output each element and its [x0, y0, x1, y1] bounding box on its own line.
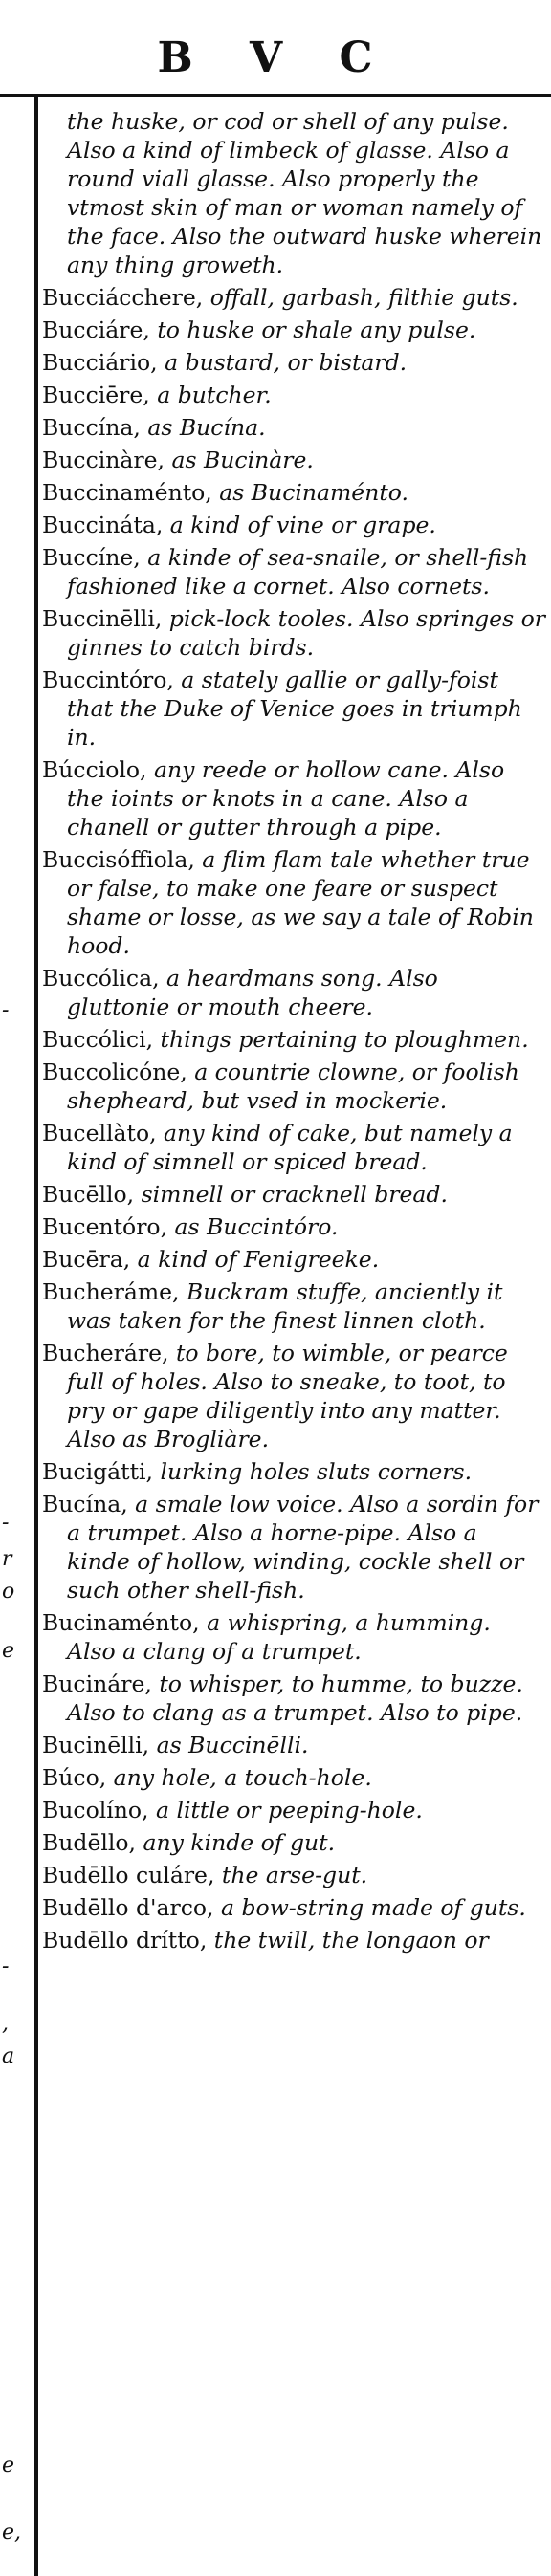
dictionary-entry — [42, 511, 545, 539]
entry-headword: Bucinēlli, — [42, 1732, 157, 1758]
entry-gloss: a stately gallie or gally-foist that the Duke of Venice goes in triumph in. — [67, 666, 522, 751]
left-column-fragment: e, — [2, 2521, 22, 2544]
dictionary-entries — [42, 107, 545, 1958]
header-rule — [0, 94, 551, 97]
entry-headword: Buccintóro, — [42, 666, 182, 693]
entry-headword: Búco, — [42, 1764, 114, 1791]
dictionary-entry — [42, 283, 545, 312]
left-column-fragment: - — [2, 998, 10, 1022]
dictionary-entry — [42, 1180, 545, 1209]
entry-gloss: the arse-gut. — [221, 1862, 368, 1888]
dictionary-entry — [42, 413, 545, 442]
entry-gloss: a countrie clowne, or foolish shepheard, but vsed in mockerie. — [67, 1059, 519, 1114]
entry-headword: Bucciácchere, — [42, 284, 210, 311]
dictionary-entry — [42, 316, 545, 344]
dictionary-entry — [42, 755, 545, 841]
dictionary-entry — [42, 1490, 545, 1605]
entry-gloss: a little or peeping-hole. — [155, 1797, 423, 1823]
page-header — [0, 0, 551, 96]
entry-headword: Bucolíno, — [42, 1797, 156, 1823]
entry-headword: Bucína, — [42, 1491, 136, 1517]
entry-gloss: pick-lock tooles. Also springes or ginnes to catch birds. — [67, 605, 545, 661]
entry-headword: Budēllo culáre, — [42, 1862, 222, 1888]
entry-headword: Bucinaménto, — [42, 1609, 208, 1636]
entry-gloss: simnell or cracknell bread. — [141, 1181, 448, 1208]
dictionary-entry — [42, 1926, 545, 1954]
entry-gloss: lurking holes sluts corners. — [160, 1458, 473, 1485]
entry-headword: Bucēra, — [42, 1246, 138, 1273]
entry-gloss: a butcher. — [157, 382, 272, 408]
dictionary-entry — [42, 1058, 545, 1115]
entry-headword: Bucheráre, — [42, 1340, 176, 1366]
entry-gloss: to huske or shale any pulse. — [157, 317, 476, 343]
entry-headword: Buccólica, — [42, 965, 167, 992]
entry-gloss: a whispring, a humming. Also a clang of a trumpet. — [67, 1609, 491, 1665]
entry-headword: Buccináta, — [42, 512, 170, 538]
entry-gloss: a smale low voice. Also a sordin for a trumpet. Also a horne-pipe. Also a kinde of hollow, winding, cockle shell or such other shell-fish. — [67, 1491, 539, 1604]
entry-gloss: things pertaining to ploughmen. — [160, 1026, 529, 1053]
dictionary-entry — [42, 1731, 545, 1759]
entry-headword: Buccisóffiola, — [42, 846, 203, 873]
entry-headword: Budēllo d'arco, — [42, 1894, 222, 1921]
dictionary-entry — [42, 845, 545, 960]
dictionary-entry — [42, 666, 545, 752]
left-column-fragment: a — [2, 2044, 15, 2068]
entry-headword: Budēllo, — [42, 1829, 143, 1856]
dictionary-entry — [42, 1025, 545, 1054]
dictionary-entry — [42, 381, 545, 409]
dictionary-entry — [42, 1828, 545, 1857]
entry-gloss: any kind of cake, but namely a kind of simnell or spiced bread. — [67, 1120, 513, 1175]
entry-headword: Bucēllo, — [42, 1181, 142, 1208]
entry-headword: Búcciolo, — [42, 756, 154, 783]
dictionary-entry — [42, 1763, 545, 1792]
entry-gloss: a bustard, or bistard. — [165, 349, 408, 376]
entry-gloss: Buckram stuffe, anciently it was taken for the finest linnen cloth. — [67, 1278, 503, 1334]
entry-gloss: the huske, or cod or shell of any pulse. Also a kind of limbeck of glasse. Also a round viall glasse. Also properly the vtmost skin of man or woman namely of the face. Also the outward huske wherein any thing groweth. — [67, 108, 542, 278]
entry-headword: Bucciēre, — [42, 382, 158, 408]
dictionary-entry — [42, 543, 545, 600]
column-rule — [34, 96, 38, 2576]
dictionary-entry — [42, 1119, 545, 1176]
entry-gloss: as Buccintóro. — [174, 1213, 339, 1240]
left-column-fragment: r — [2, 1547, 12, 1571]
dictionary-entry — [42, 1796, 545, 1824]
entry-gloss: as Bucinaménto. — [219, 479, 408, 506]
entry-headword: Buccína, — [42, 414, 148, 441]
entry-gloss: a bow-string made of guts. — [221, 1894, 526, 1921]
running-head: B V C — [157, 33, 394, 82]
dictionary-entry — [42, 107, 545, 279]
dictionary-entry — [42, 1339, 545, 1453]
dictionary-entry — [42, 604, 545, 662]
entry-gloss: any reede or hollow cane. Also the ioints or knots in a cane. Also a chanell or gutter through a pipe. — [67, 756, 505, 840]
dictionary-entry — [42, 1277, 545, 1335]
entry-headword: Buccinaménto, — [42, 479, 220, 506]
dictionary-entry — [42, 446, 545, 474]
entry-gloss: a kind of vine or grape. — [169, 512, 436, 538]
entry-headword: Buccolicóne, — [42, 1059, 195, 1085]
dictionary-entry — [42, 1608, 545, 1666]
entry-gloss: any hole, a touch-hole. — [113, 1764, 372, 1791]
dictionary-entry — [42, 1457, 545, 1486]
entry-headword: Bucciáre, — [42, 317, 158, 343]
entry-gloss: any kinde of gut. — [143, 1829, 336, 1856]
entry-headword: Bucentóro, — [42, 1213, 175, 1240]
left-column-fragment: e — [2, 1639, 15, 1663]
left-column-fragment: e — [2, 2454, 15, 2478]
left-column-fragments — [0, 0, 29, 2576]
left-column-fragment: , — [2, 2012, 9, 2036]
entry-gloss: as Bucína. — [147, 414, 266, 441]
left-column-fragment: o — [2, 1580, 15, 1604]
dictionary-entry — [42, 1670, 545, 1727]
entry-headword: Budēllo drítto, — [42, 1927, 214, 1954]
entry-headword: Bucciário, — [42, 349, 165, 376]
entry-gloss: to bore, to wimble, or pearce full of holes. Also to sneake, to toot, to pry or gape diligently into any matter. Also as Brogliàre. — [67, 1340, 508, 1452]
dictionary-entry — [42, 964, 545, 1021]
dictionary-entry — [42, 1893, 545, 1922]
left-column-fragment: - — [2, 1511, 10, 1535]
dictionary-entry — [42, 348, 545, 377]
dictionary-entry — [42, 1245, 545, 1274]
entry-gloss: a kinde of sea-snaile, or shell-fish fashioned like a cornet. Also cornets. — [67, 544, 529, 600]
entry-headword: Buccinēlli, — [42, 605, 169, 632]
dictionary-entry — [42, 478, 545, 507]
entry-headword: Buccólici, — [42, 1026, 161, 1053]
dictionary-entry — [42, 1861, 545, 1889]
left-column-fragment: - — [2, 1954, 10, 1978]
entry-gloss: as Buccinēlli. — [156, 1732, 309, 1758]
entry-gloss: to whisper, to humme, to buzze. Also to clang as a trumpet. Also to pipe. — [67, 1670, 523, 1726]
entry-headword: Bucheráme, — [42, 1278, 187, 1305]
entry-headword: Bucigátti, — [42, 1458, 161, 1485]
entry-gloss: a flim flam tale whether true or false, to make one feare or suspect shame or losse, as we say a tale of Robin hood. — [67, 846, 534, 959]
entry-gloss: the twill, the longaon or — [213, 1927, 489, 1954]
entry-gloss: as Bucinàre. — [171, 447, 314, 473]
entry-headword: Bucellàto, — [42, 1120, 165, 1146]
entry-headword: Buccíne, — [42, 544, 148, 571]
entry-headword: Buccinàre, — [42, 447, 172, 473]
dictionary-entry — [42, 1212, 545, 1241]
entry-gloss: a kind of Fenigreeke. — [137, 1246, 380, 1273]
entry-gloss: a heardmans song. Also gluttonie or mouth cheere. — [67, 965, 438, 1020]
entry-gloss: offall, garbash, filthie guts. — [209, 284, 518, 311]
entry-headword: Bucináre, — [42, 1670, 160, 1697]
